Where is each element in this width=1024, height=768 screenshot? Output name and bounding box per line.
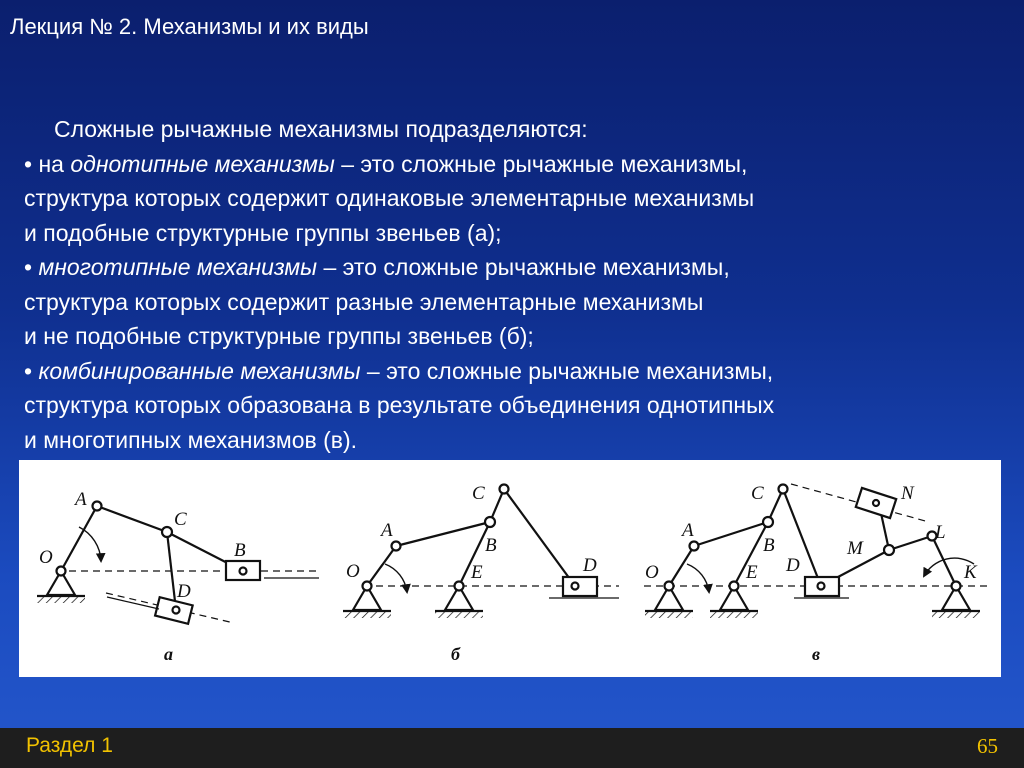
caption-a: а: [164, 644, 173, 664]
bullet-1-line-1: [24, 147, 984, 182]
label-c-K: K: [964, 562, 977, 583]
label-b-A: A: [381, 520, 393, 541]
label-c-A: A: [682, 520, 694, 541]
diagram-b: [343, 485, 619, 619]
label-b-O: O: [346, 561, 360, 582]
label-a-D: D: [177, 581, 191, 602]
label-c-N: N: [901, 483, 914, 504]
label-a-C: C: [174, 509, 187, 530]
bullet-2-term: многотипные механизмы: [38, 254, 318, 280]
bullet-3-line-1-rest: – это сложные рычажные механизмы,: [360, 357, 774, 384]
label-c-L: L: [935, 522, 946, 543]
bullet-3-prefix: •: [24, 357, 39, 384]
label-c-C: C: [751, 483, 764, 504]
label-c-O: O: [645, 562, 659, 583]
bullet-2-line-2: структура которых содержит разные элементарные механизмы: [24, 288, 704, 315]
bullet-2-line-1-rest: – это сложные рычажные механизмы,: [317, 254, 730, 280]
bullet-3-line-1: [24, 354, 984, 389]
bullet-1-line-3: и подобные структурные группы звеньев (а);: [24, 219, 502, 246]
mechanism-diagrams: [19, 460, 1001, 677]
label-b-D: D: [583, 555, 597, 576]
label-a-A: A: [75, 489, 87, 510]
label-b-B: B: [485, 535, 497, 556]
bullet-1-term: однотипные механизмы: [70, 150, 335, 177]
label-c-E: E: [746, 562, 758, 583]
caption-c: в: [812, 644, 821, 664]
bullet-1-prefix: • на: [24, 150, 71, 177]
label-c-B: B: [763, 535, 775, 556]
label-c-M: M: [847, 538, 863, 559]
intro-text: Сложные рычажные механизмы подразделяются:: [54, 116, 588, 142]
bullet-3-line-3: и многотипных механизмов (в).: [24, 426, 358, 453]
label-a-O: O: [39, 547, 53, 568]
label-a-B: B: [234, 540, 246, 561]
slide-title: Лекция № 2. Механизмы и их виды: [10, 14, 369, 39]
label-b-E: E: [471, 562, 483, 583]
page-number: 65: [977, 734, 998, 758]
bullet-3-term: комбинированные механизмы: [38, 357, 361, 384]
bullet-1-line-1-rest: – это сложные рычажные механизмы,: [334, 150, 748, 177]
caption-b: б: [451, 644, 460, 664]
label-c-D: D: [786, 555, 800, 576]
label-b-C: C: [472, 483, 485, 504]
bullet-2-prefix: •: [24, 254, 39, 280]
bullet-3-line-2: структура которых образована в результате объединения однотипных: [24, 392, 775, 418]
diagram-c: [644, 484, 989, 618]
mechanism-figure: [19, 460, 1001, 677]
bullet-1-line-2: структура которых содержит одинаковые элементарные механизмы: [24, 185, 755, 211]
slide-content: [24, 112, 984, 457]
section-label: Раздел 1: [26, 734, 113, 757]
footer-bar: [0, 728, 1024, 768]
bullet-2-line-1: [24, 250, 984, 285]
bullet-2-line-3: и не подобные структурные группы звеньев (б);: [24, 323, 534, 349]
